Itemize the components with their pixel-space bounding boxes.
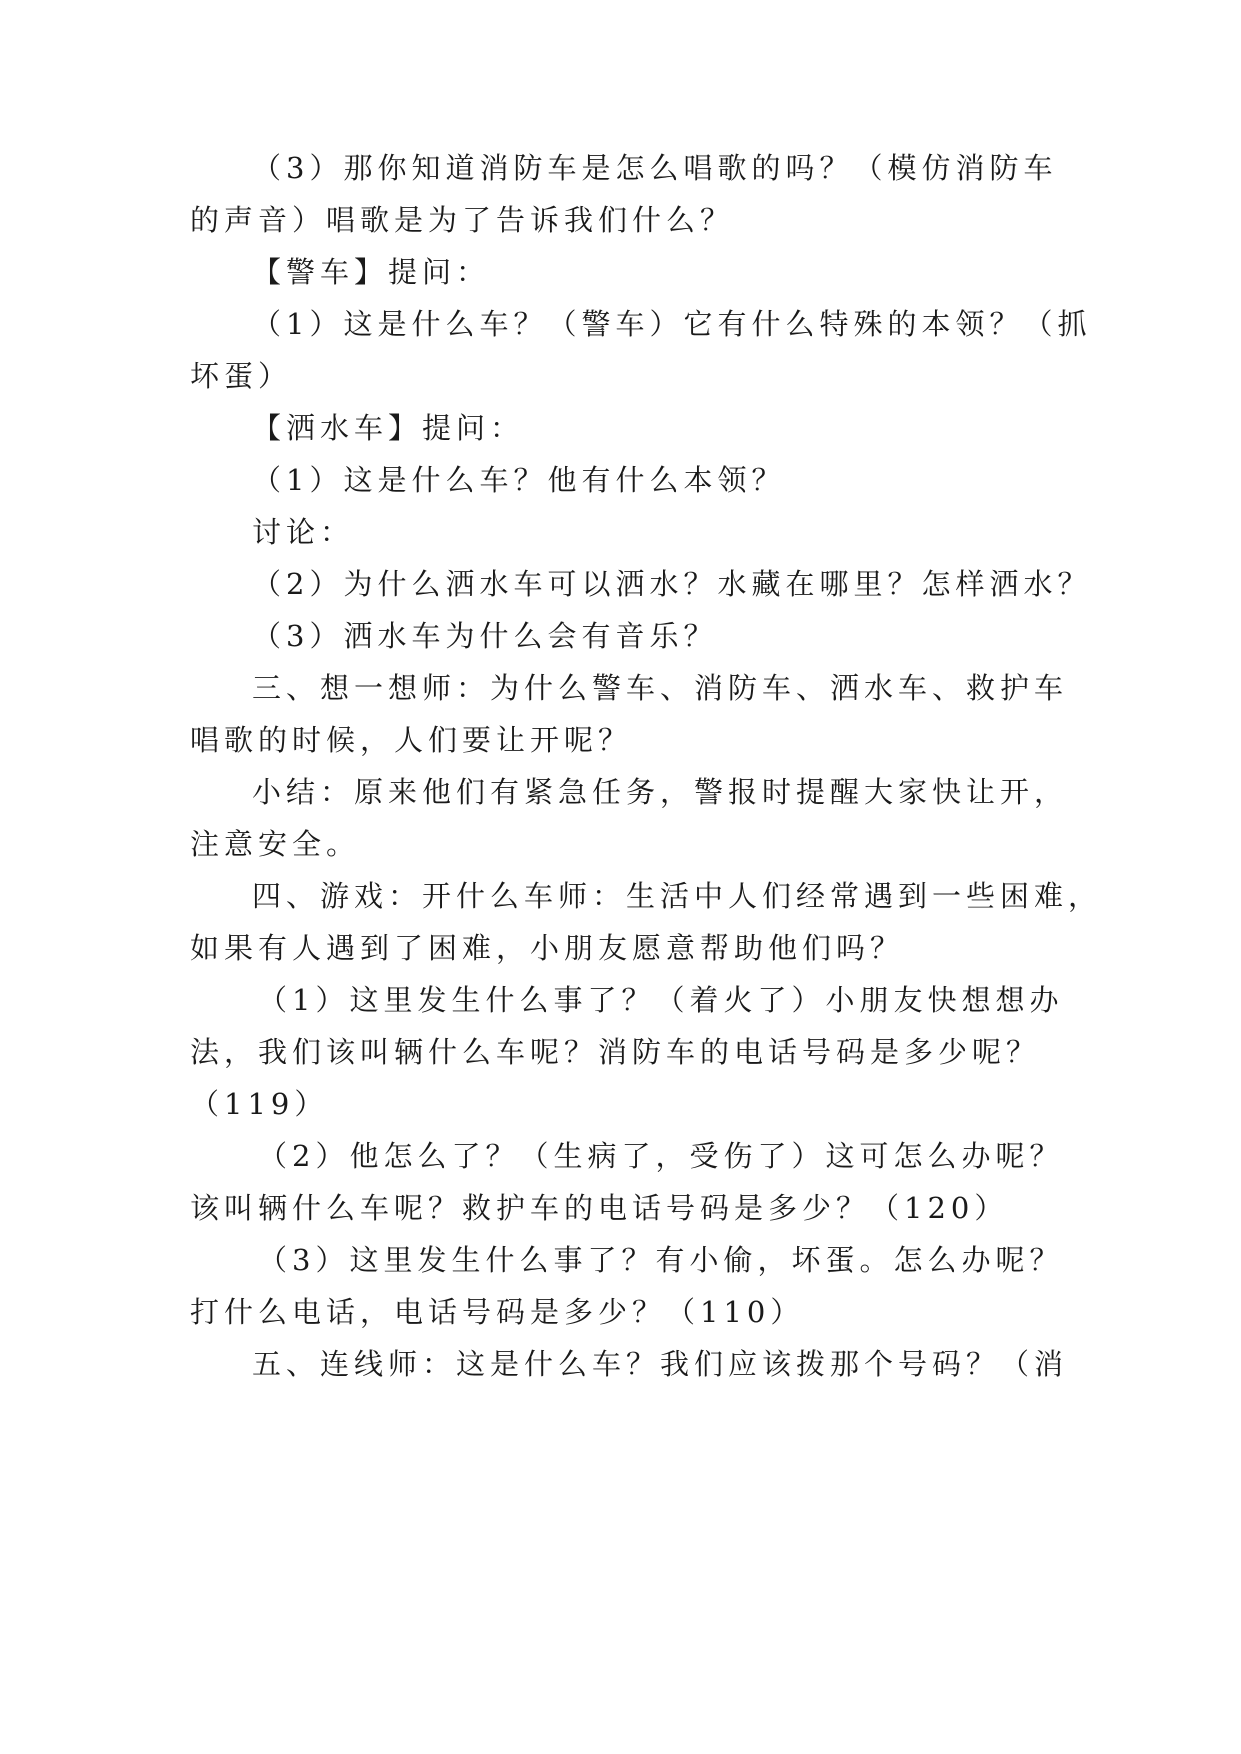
text-line: 三、想一想师：为什么警车、消防车、洒水车、救护车 (252, 671, 1069, 705)
text-line: 打什么电话，电话号码是多少？（110） (190, 1295, 805, 1329)
text-line: （119） (190, 1087, 329, 1121)
text-line: 唱歌的时候，人们要让开呢？ (190, 723, 633, 757)
text-line: 【警车】提问： (252, 255, 491, 289)
text-line: （3）那你知道消防车是怎么唱歌的吗？（模仿消防车 (252, 151, 1058, 185)
text-line: （1）这是什么车？（警车）它有什么特殊的本领？（抓 (252, 307, 1092, 341)
text-line: 坏蛋） (190, 359, 293, 393)
text-line: （1）这是什么车？他有什么本领？ (252, 463, 786, 497)
text-line: 四、游戏：开什么车师：生活中人们经常遇到一些困难， (252, 879, 1103, 913)
text-line: 【洒水车】提问： (252, 411, 525, 445)
text-line: （1）这里发生什么事了？（着火了）小朋友快想想办 (258, 983, 1064, 1017)
text-line: 五、连线师：这是什么车？我们应该拨那个号码？（消 (252, 1347, 1069, 1381)
text-line: 的声音）唱歌是为了告诉我们什么？ (190, 203, 735, 237)
text-line: 讨论： (252, 515, 355, 549)
text-line: 法，我们该叫辆什么车呢？消防车的电话号码是多少呢？ (190, 1035, 1041, 1069)
text-line: 该叫辆什么车呢？救护车的电话号码是多少？（120） (190, 1191, 1009, 1225)
text-line: （3）这里发生什么事了？有小偷，坏蛋。怎么办呢？ (258, 1243, 1064, 1277)
text-line: 如果有人遇到了困难，小朋友愿意帮助他们吗？ (190, 931, 905, 965)
text-line: 注意安全。 (190, 827, 361, 861)
text-line: （2）为什么洒水车可以洒水？水藏在哪里？怎样洒水？ (252, 567, 1092, 601)
text-line: 小结：原来他们有紧急任务，警报时提醒大家快让开， (252, 775, 1069, 809)
text-line: （3）洒水车为什么会有音乐？ (252, 619, 718, 653)
text-line: （2）他怎么了？（生病了，受伤了）这可怎么办呢？ (258, 1139, 1064, 1173)
